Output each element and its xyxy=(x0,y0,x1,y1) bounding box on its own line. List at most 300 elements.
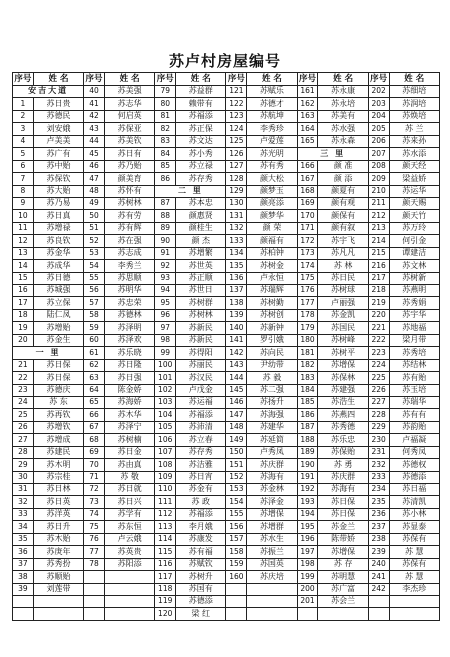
house-number: 5 xyxy=(13,148,34,160)
owner-name: 李月娥 xyxy=(176,521,226,533)
table-row xyxy=(13,297,440,309)
house-number xyxy=(13,608,34,620)
house-number: 240 xyxy=(368,558,389,570)
house-number: 206 xyxy=(368,135,389,147)
owner-name: 苏建民 xyxy=(33,446,83,458)
house-number: 235 xyxy=(368,496,389,508)
house-number: 118 xyxy=(155,583,176,595)
house-number: 53 xyxy=(84,247,105,259)
house-number: 188 xyxy=(297,434,318,446)
house-number: 135 xyxy=(226,260,247,272)
owner-name: 苏 兰 xyxy=(389,123,439,135)
house-number: 198 xyxy=(297,558,318,570)
house-number: 2 xyxy=(13,110,34,122)
house-number: 140 xyxy=(226,322,247,334)
owner-name: 苏怀有 xyxy=(104,185,154,197)
owner-name: 苏立春 xyxy=(176,434,226,446)
house-number xyxy=(13,595,34,607)
house-number: 21 xyxy=(13,359,34,371)
header-name: 姓 名 xyxy=(389,73,439,86)
owner-name: 苏地福 xyxy=(389,322,439,334)
owner-name: 刘安娥 xyxy=(33,123,83,135)
house-number: 6 xyxy=(13,160,34,172)
house-number: 17 xyxy=(13,297,34,309)
table-row xyxy=(13,210,440,222)
house-number: 139 xyxy=(226,309,247,321)
owner-name: 苏明华 xyxy=(104,285,154,297)
house-number: 74 xyxy=(84,508,105,520)
owner-name: 苏在强 xyxy=(104,235,154,247)
house-number: 115 xyxy=(155,546,176,558)
owner-name: 苏保贻 xyxy=(318,446,368,458)
owner-name: 颜保有 xyxy=(318,210,368,222)
house-number: 55 xyxy=(84,272,105,284)
house-number: 167 xyxy=(297,173,318,185)
owner-name: 苏瑞华 xyxy=(389,396,439,408)
owner-name: 苏世日 xyxy=(176,285,226,297)
house-number: 172 xyxy=(297,235,318,247)
house-number: 13 xyxy=(13,247,34,259)
house-number: 148 xyxy=(226,421,247,433)
owner-name: 苏二强 xyxy=(247,384,297,396)
owner-name: 颜亮添 xyxy=(247,197,297,209)
house-number: 99 xyxy=(155,347,176,359)
house-number: 144 xyxy=(226,372,247,384)
owner-name: 苏福添 xyxy=(176,110,226,122)
house-number: 174 xyxy=(297,260,318,272)
house-number: 199 xyxy=(297,571,318,583)
table-row xyxy=(13,496,440,508)
owner-name: 苏泽明 xyxy=(104,322,154,334)
house-number: 113 xyxy=(155,521,176,533)
house-number: 157 xyxy=(226,533,247,545)
house-number: 208 xyxy=(368,160,389,172)
house-number: 152 xyxy=(226,471,247,483)
house-number: 27 xyxy=(13,434,34,446)
table-row xyxy=(13,110,440,122)
owner-name: 苏德添 xyxy=(176,595,226,607)
house-number: 158 xyxy=(226,546,247,558)
owner-name: 苏树勤 xyxy=(247,297,297,309)
house-number: 117 xyxy=(155,571,176,583)
table-row xyxy=(13,185,440,197)
house-number: 126 xyxy=(226,148,247,160)
table-row xyxy=(13,533,440,545)
table-row xyxy=(13,334,440,346)
owner-name: 刘莲带 xyxy=(33,583,83,595)
house-number xyxy=(368,595,389,607)
section-heading: 三 里 xyxy=(297,148,368,160)
house-number: 8 xyxy=(13,185,34,197)
owner-name: 苏树新 xyxy=(389,272,439,284)
owner-name: 苏凡凡 xyxy=(318,247,368,259)
owner-name: 苏水生 xyxy=(247,533,297,545)
owner-name: 苏树平 xyxy=(318,347,368,359)
table-row xyxy=(13,521,440,533)
house-number: 119 xyxy=(155,595,176,607)
house-number: 197 xyxy=(297,546,318,558)
owner-name xyxy=(33,608,83,620)
owner-name: 谭建洁 xyxy=(389,247,439,259)
house-number: 105 xyxy=(155,421,176,433)
owner-name: 苏日升 xyxy=(33,521,83,533)
owner-name: 颜福有 xyxy=(247,235,297,247)
owner-name: 苏航坤 xyxy=(247,110,297,122)
table-row xyxy=(13,285,440,297)
owner-name: 苏国英 xyxy=(247,558,297,570)
owner-name: 苏海娇 xyxy=(104,396,154,408)
owner-name: 苏立保 xyxy=(33,297,83,309)
owner-name: 苏增群 xyxy=(247,521,297,533)
house-number xyxy=(84,571,105,583)
owner-name: 苏向民 xyxy=(247,347,297,359)
house-number: 83 xyxy=(155,135,176,147)
owner-name: 苏 勇 xyxy=(318,459,368,471)
owner-name: 苏海有 xyxy=(247,471,297,483)
owner-name: 苏润培 xyxy=(389,98,439,110)
house-number: 100 xyxy=(155,359,176,371)
owner-name: 苏乃贻 xyxy=(104,160,154,172)
owner-name: 苏美钦 xyxy=(104,135,154,147)
house-number: 10 xyxy=(13,210,34,222)
owner-name: 苏振兰 xyxy=(247,546,297,558)
header-name: 姓 名 xyxy=(176,73,226,86)
owner-name: 颜美育 xyxy=(104,173,154,185)
house-number: 58 xyxy=(84,309,105,321)
house-number: 207 xyxy=(368,148,389,160)
house-number: 45 xyxy=(84,148,105,160)
owner-name: 颜 杰 xyxy=(176,235,226,247)
owner-name: 苏乐晓 xyxy=(104,347,154,359)
owner-name: 苏东恒 xyxy=(104,521,154,533)
table-row xyxy=(13,160,440,172)
house-number: 88 xyxy=(155,210,176,222)
owner-name: 苏德庆 xyxy=(33,384,83,396)
house-number: 164 xyxy=(297,123,318,135)
house-number: 177 xyxy=(297,297,318,309)
owner-name: 苏秀娟 xyxy=(389,297,439,309)
owner-name: 苏得阳 xyxy=(176,347,226,359)
house-number: 151 xyxy=(226,459,247,471)
owner-name: 苏日金 xyxy=(104,446,154,458)
house-number: 41 xyxy=(84,98,105,110)
owner-name: 苏木华 xyxy=(104,409,154,421)
owner-name: 苏树球 xyxy=(318,285,368,297)
house-number: 224 xyxy=(368,359,389,371)
table-row xyxy=(13,546,440,558)
owner-name: 苏志华 xyxy=(104,98,154,110)
owner-name: 苏益群 xyxy=(176,86,226,98)
house-number: 69 xyxy=(84,446,105,458)
owner-name: 苏 慧 xyxy=(389,546,439,558)
house-number: 89 xyxy=(155,222,176,234)
house-number: 121 xyxy=(226,86,247,98)
house-number: 142 xyxy=(226,347,247,359)
house-number: 79 xyxy=(155,86,176,98)
house-number: 110 xyxy=(155,484,176,496)
house-number: 15 xyxy=(13,272,34,284)
owner-name: 苏日宵 xyxy=(176,471,226,483)
owner-name xyxy=(104,595,154,607)
header-number: 序号 xyxy=(227,73,245,84)
owner-name: 苏燕明 xyxy=(389,285,439,297)
owner-name: 苏增繁 xyxy=(176,247,226,259)
table-row xyxy=(13,197,440,209)
owner-name: 苏秀培 xyxy=(389,347,439,359)
house-number: 71 xyxy=(84,471,105,483)
house-number: 179 xyxy=(297,322,318,334)
house-number: 94 xyxy=(155,285,176,297)
owner-name: 苏金凯 xyxy=(318,309,368,321)
house-number: 222 xyxy=(368,334,389,346)
house-number xyxy=(84,595,105,607)
owner-name xyxy=(389,595,439,607)
owner-name: 苏德民 xyxy=(33,110,83,122)
header-name: 姓 名 xyxy=(247,73,297,86)
owner-name: 苏国有 xyxy=(176,583,226,595)
house-number: 228 xyxy=(368,409,389,421)
house-number: 123 xyxy=(226,110,247,122)
owner-name: 苏由真 xyxy=(104,459,154,471)
house-number xyxy=(297,608,318,620)
house-number: 171 xyxy=(297,222,318,234)
header-number: 序号 xyxy=(370,73,388,84)
owner-name: 苏金林 xyxy=(247,484,297,496)
house-number xyxy=(368,608,389,620)
owner-name: 苏日保 xyxy=(33,359,83,371)
page-title: 苏卢村房屋编号 xyxy=(168,52,281,70)
house-number: 36 xyxy=(13,546,34,558)
owner-name: 苏水添 xyxy=(389,148,439,160)
table-row xyxy=(13,359,440,371)
house-number: 214 xyxy=(368,235,389,247)
house-number: 213 xyxy=(368,222,389,234)
table-row xyxy=(13,608,440,620)
owner-name: 颜大松 xyxy=(247,173,297,185)
owner-name: 苏美有 xyxy=(318,110,368,122)
house-number: 90 xyxy=(155,235,176,247)
house-number: 229 xyxy=(368,421,389,433)
house-number: 232 xyxy=(368,459,389,471)
house-number: 193 xyxy=(297,496,318,508)
house-number: 200 xyxy=(297,583,318,595)
owner-name: 苏增成 xyxy=(33,434,83,446)
owner-name: 苏金有 xyxy=(176,484,226,496)
owner-name: 苏清凯 xyxy=(389,496,439,508)
owner-name: 李杰珍 xyxy=(389,583,439,595)
table-row xyxy=(13,558,440,570)
owner-name: 卢永恒 xyxy=(247,272,297,284)
house-number: 64 xyxy=(84,384,105,396)
owner-name: 苏运福 xyxy=(176,396,226,408)
house-number: 107 xyxy=(155,446,176,458)
table-row xyxy=(13,98,440,110)
house-number: 1 xyxy=(13,98,34,110)
owner-name: 苏树峰 xyxy=(318,334,368,346)
section-heading: 一 里 xyxy=(13,347,84,359)
owner-name: 颜 添 xyxy=(318,173,368,185)
owner-name: 苏沛清 xyxy=(176,421,226,433)
owner-name: 苏乃易 xyxy=(33,197,83,209)
table-row xyxy=(13,123,440,135)
owner-name: 苏运华 xyxy=(389,185,439,197)
owner-name: 颜 准 xyxy=(318,160,368,172)
owner-name xyxy=(104,608,154,620)
owner-name: 苏增禄 xyxy=(33,222,83,234)
owner-name: 苏美强 xyxy=(104,86,154,98)
owner-name: 苏日德 xyxy=(33,272,83,284)
house-number: 149 xyxy=(226,434,247,446)
house-number: 85 xyxy=(155,160,176,172)
owner-name: 颜惠贤 xyxy=(176,210,226,222)
house-number: 175 xyxy=(297,272,318,284)
owner-name: 苏延简 xyxy=(247,434,297,446)
owner-name: 苏金兰 xyxy=(318,521,368,533)
house-number: 56 xyxy=(84,285,105,297)
owner-name xyxy=(104,571,154,583)
owner-name: 苏有劳 xyxy=(104,210,154,222)
house-number: 48 xyxy=(84,185,105,197)
table-row xyxy=(13,309,440,321)
house-number: 170 xyxy=(297,210,318,222)
house-number: 34 xyxy=(13,521,34,533)
owner-name: 苏燕四 xyxy=(318,409,368,421)
owner-name: 苏 毅 xyxy=(247,372,297,384)
owner-name: 苏乐忠 xyxy=(318,434,368,446)
house-number: 70 xyxy=(84,459,105,471)
house-number: 60 xyxy=(84,334,105,346)
owner-name: 苏日保 xyxy=(318,496,368,508)
owner-name: 颜梦玉 xyxy=(247,185,297,197)
house-number: 125 xyxy=(226,135,247,147)
house-number: 138 xyxy=(226,297,247,309)
table-row xyxy=(13,272,440,284)
house-number: 234 xyxy=(368,484,389,496)
house-number: 16 xyxy=(13,285,34,297)
owner-name: 颜有叙 xyxy=(318,222,368,234)
owner-name: 苏有有 xyxy=(389,409,439,421)
house-number: 202 xyxy=(368,86,389,98)
house-number: 108 xyxy=(155,459,176,471)
owner-name: 苏浩生 xyxy=(318,396,368,408)
owner-name: 苏洁雅 xyxy=(176,459,226,471)
owner-name: 苏保林 xyxy=(318,372,368,384)
house-number: 122 xyxy=(226,98,247,110)
house-number: 156 xyxy=(226,521,247,533)
owner-name: 苏良钦 xyxy=(33,235,83,247)
owner-name: 苏日福 xyxy=(389,484,439,496)
owner-name: 苏光明 xyxy=(247,148,297,160)
house-number: 116 xyxy=(155,558,176,570)
owner-name: 苏日兴 xyxy=(104,496,154,508)
owner-name: 苏日英 xyxy=(33,496,83,508)
owner-name: 苏新民 xyxy=(176,322,226,334)
house-number: 211 xyxy=(368,197,389,209)
house-number xyxy=(84,583,105,595)
owner-name: 苏洋英 xyxy=(33,508,83,520)
owner-name: 苏立禄 xyxy=(176,160,226,172)
table-row xyxy=(13,409,440,421)
owner-name: 苏正保 xyxy=(176,123,226,135)
house-number: 136 xyxy=(226,272,247,284)
owner-name: 苏庆培 xyxy=(247,571,297,583)
owner-name: 苏韵贻 xyxy=(389,421,439,433)
house-number: 221 xyxy=(368,322,389,334)
house-number: 114 xyxy=(155,533,176,545)
house-number: 146 xyxy=(226,396,247,408)
owner-name: 颜 荣 xyxy=(247,222,297,234)
owner-name: 苏成华 xyxy=(33,260,83,272)
house-number: 19 xyxy=(13,322,34,334)
owner-name: 苏树林 xyxy=(104,197,154,209)
owner-name: 苏保有 xyxy=(389,558,439,570)
owner-name: 苏有辉 xyxy=(104,222,154,234)
owner-name: 苏日就 xyxy=(104,484,154,496)
owner-name: 苏玉培 xyxy=(389,384,439,396)
house-number: 12 xyxy=(13,235,34,247)
house-number: 184 xyxy=(297,384,318,396)
house-number: 7 xyxy=(13,173,34,185)
owner-name: 苏康发 xyxy=(176,533,226,545)
section-heading: 安吉大道 xyxy=(13,86,84,98)
house-number: 104 xyxy=(155,409,176,421)
house-number: 97 xyxy=(155,322,176,334)
house-number: 82 xyxy=(155,123,176,135)
house-number: 59 xyxy=(84,322,105,334)
house-number: 23 xyxy=(13,384,34,396)
house-number: 173 xyxy=(297,247,318,259)
house-number: 35 xyxy=(13,533,34,545)
owner-name: 颜天经 xyxy=(389,160,439,172)
owner-name: 苏大贻 xyxy=(33,185,83,197)
house-number: 76 xyxy=(84,533,105,545)
owner-name: 陈带娇 xyxy=(318,533,368,545)
owner-name: 苏德添 xyxy=(389,471,439,483)
owner-name: 苏扬升 xyxy=(247,396,297,408)
house-number: 120 xyxy=(155,608,176,620)
table-row xyxy=(13,434,440,446)
table-row xyxy=(13,260,440,272)
house-number: 203 xyxy=(368,98,389,110)
owner-name: 苏赋钦 xyxy=(176,558,226,570)
owner-name: 苏日保 xyxy=(318,508,368,520)
table-row xyxy=(13,148,440,160)
owner-name: 苏树创 xyxy=(247,309,297,321)
owner-name: 苏顺贻 xyxy=(33,571,83,583)
table-row xyxy=(13,384,440,396)
owner-name: 梁益娇 xyxy=(389,173,439,185)
owner-name: 苏日强 xyxy=(104,372,154,384)
house-number: 196 xyxy=(297,533,318,545)
owner-name: 颜夏有 xyxy=(318,185,368,197)
table-row xyxy=(13,583,440,595)
owner-name: 苏正顺 xyxy=(176,272,226,284)
table-row xyxy=(13,86,440,98)
house-number: 20 xyxy=(13,334,34,346)
owner-name: 苏日隆 xyxy=(104,359,154,371)
owner-name: 苏瑞辉 xyxy=(247,285,297,297)
header-number: 序号 xyxy=(156,73,174,84)
house-number: 111 xyxy=(155,496,176,508)
owner-name: 苏国民 xyxy=(318,322,368,334)
owner-name: 苏会兰 xyxy=(318,595,368,607)
owner-name: 苏永森 xyxy=(318,135,368,147)
owner-name: 苏存秀 xyxy=(176,173,226,185)
table-row xyxy=(13,372,440,384)
owner-name: 苏海有 xyxy=(318,484,368,496)
owner-name: 苏庆群 xyxy=(318,471,368,483)
owner-name: 尹幼带 xyxy=(247,359,297,371)
